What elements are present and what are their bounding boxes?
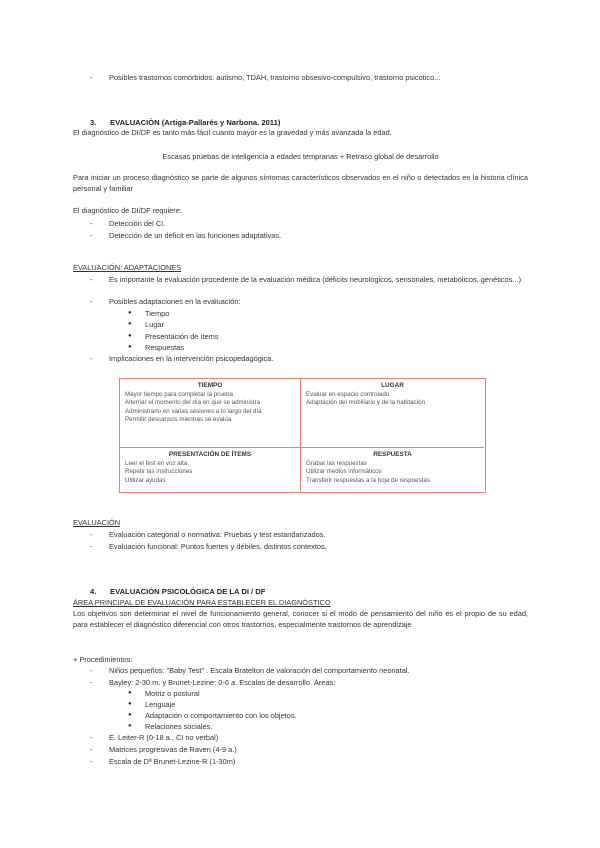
bullet-icon: ● [128, 333, 132, 339]
table-cell-line: Repetir las instrucciones [125, 468, 193, 476]
requires-label: El diagnóstico de DI/DF requiere: [73, 206, 182, 215]
table-cell-line: Adaptación del mobiliario y de la habitación [306, 399, 426, 407]
list-item [90, 231, 281, 242]
table-cell-line: Utilizar medios informáticos [306, 468, 382, 476]
bullet-icon: ● [128, 344, 132, 350]
table-cell-presentacion [120, 448, 301, 491]
list-item [90, 733, 218, 744]
sub-list-item-text: Lugar [145, 320, 164, 329]
list-item [90, 530, 326, 541]
bullet-icon: ● [128, 712, 132, 718]
evaluation-heading: EVALUACIÓN [73, 518, 121, 527]
bullet-icon: ● [128, 701, 132, 707]
bullet-icon: ● [128, 723, 132, 729]
list-item [90, 354, 273, 365]
section-3-paragraph-2: Para iniciar un proceso diagnóstico se parte de algunos síntomas característicos observados en el niño o detectados en la historia clínica personal y familiar [73, 173, 528, 193]
section-4-paragraph: Los objetivos son determinar el nivel de funcionamiento general, conocer si el modo de pensamiento del niño es el propio de su edad, para establecer el diagnóstico diferencial con otros trastornos, especialmente trastornos de aprendizaje [73, 609, 528, 629]
table-cell-line: Utilizar ayudas [125, 476, 166, 484]
section-4-number: 4. [90, 587, 97, 596]
list-item-text: Escala de Dª Brunet-Lezine-R (1-30m) [109, 757, 236, 766]
table-cell-line: Grabar las respuestas [306, 459, 367, 467]
table-cell-line: Transferir respuestas a la hoja de respuestas [306, 476, 430, 484]
table-cell-line: Administrarlo en varias sesiones a lo largo del día [125, 407, 262, 415]
table-cell-line: Leer el test en voz alta [125, 459, 188, 467]
bullet-icon: ● [128, 690, 132, 696]
list-item [90, 73, 440, 84]
sub-list-item-text: Motriz o postural [145, 689, 200, 698]
sub-list-item [128, 309, 169, 320]
table-cell-line: Mayor tiempo para completar la prueba [125, 390, 233, 398]
section-3-centered-note: Escasas pruebas de inteligencia a edades tempranas + Retraso global de desarrollo [162, 152, 439, 161]
list-item [90, 275, 527, 286]
list-item-text: Detección del CI. [109, 219, 166, 228]
table-cell-line: Permitir descansos mientras se evalúa [125, 416, 232, 424]
section-4-title: EVALUACIÓN PSICOLÓGICA DE LA DI / DF [110, 587, 266, 596]
list-item-text: Implicaciones en la intervención psicopedagógica. [109, 354, 274, 363]
table-cell-title: RESPUESTA [373, 451, 412, 458]
list-item-text: Matrices progresivas de Raven (4-9 a.) [109, 745, 237, 754]
list-item-text: Niños pequeños: "Baby Test" . Escala Bratelton de valoración del comportamiento neonatal. [109, 666, 410, 675]
sub-list-item [128, 689, 200, 700]
list-item-text: Evaluación categorial o normativa: Pruebas y test estandarizados. [109, 530, 326, 539]
procedures-label: + Procedimientos: [73, 655, 133, 664]
table-cell-lugar [301, 379, 484, 448]
sub-list-item-text: Lenguaje [145, 700, 176, 709]
table-cell-tiempo [120, 379, 301, 448]
list-item-text: Posibles trastornos comórbidos: autismo, TDAH, trastorno obsesivo-compulsivo, trastorno psicótico... [109, 73, 441, 82]
sub-list-item [128, 722, 212, 733]
section-3-number: 3. [90, 118, 97, 127]
sub-list-item [128, 320, 164, 331]
table-cell-line: Evaluar en espacio controlado [306, 390, 390, 398]
table-cell-title: LUGAR [381, 382, 404, 389]
table-cell-respuesta [301, 448, 484, 491]
table-cell-title: PRESENTACIÓN DE ÍTEMS [168, 451, 252, 458]
section-3-title: EVALUACIÓN (Artiga-Pallarés y Narbona. 2011) [110, 118, 281, 127]
list-item [90, 745, 237, 756]
list-item [90, 542, 327, 553]
adaptations-heading: EVALUACIÓN: ADAPTACIONES [73, 263, 182, 272]
list-item [90, 757, 235, 768]
list-item-text: Es importante la evaluación procedente de la evaluación médica (déficits neurológicos, sensoriales, metabólicos, genéticos...) [109, 275, 522, 284]
sub-list-item [128, 332, 219, 343]
list-item [90, 219, 165, 230]
sub-list-item-text: Relaciones sociales. [145, 722, 213, 731]
list-item-text: Evaluación funcional: Puntos fuertes y débiles, distintos contextos. [109, 542, 327, 551]
table-cell-title: TIEMPO [197, 382, 223, 389]
list-item-text: Posibles adaptaciones en la evaluación: [109, 297, 241, 306]
list-item-text: Detección de un déficit en las funciones adaptativas. [109, 231, 282, 240]
bullet-icon: ● [128, 310, 132, 316]
section-4-subheading: ÁREA PRINCIPAL DE EVALUACIÓN PARA ESTABLECER EL DIAGNÓSTICO [73, 598, 331, 607]
section-3-paragraph-1: El diagnóstico de DI/DF es tanto más fácil cuanto mayor es la gravedad y más avanzada la edad. [73, 128, 392, 137]
list-item-text: E. Leiter-R (0-18 a., CI no verbal) [109, 733, 219, 742]
sub-list-item-text: Presentación de ítems [145, 332, 219, 341]
adaptations-table [119, 378, 486, 493]
bullet-icon: ● [128, 321, 132, 327]
sub-list-item [128, 343, 184, 354]
list-item [90, 297, 240, 308]
table-cell-line: Alternar el momento del día en que se administra [125, 399, 261, 407]
sub-list-item [128, 700, 175, 711]
list-item [90, 678, 335, 689]
sub-list-item-text: Tiempo [145, 309, 170, 318]
sub-list-item-text: Adaptación o comportamiento con los objetos. [145, 711, 297, 720]
list-item [90, 666, 410, 677]
sub-list-item [128, 711, 297, 722]
list-item-text: Bayley: 2-30 m. y Brunet-Lezine: 0-6 a. Escalas de desarrollo. Áreas: [109, 678, 336, 687]
sub-list-item-text: Respuestas [145, 343, 185, 352]
